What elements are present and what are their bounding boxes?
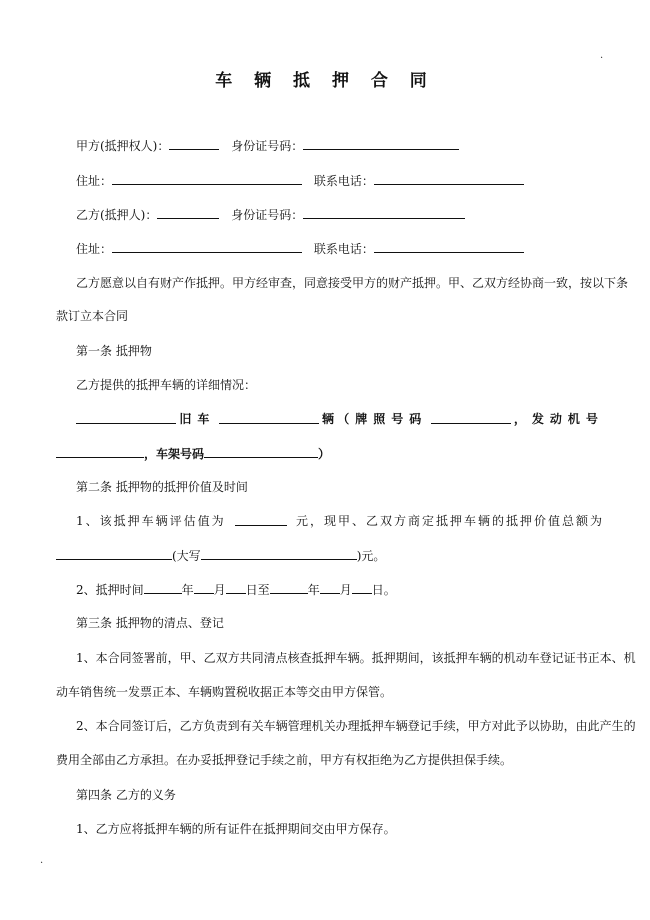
party-b-label: 乙方(抵押人)： (76, 208, 158, 222)
article-3-heading: 第三条 抵押物的清点、登记 (76, 616, 224, 630)
corner-mark-bottom: . (40, 855, 44, 866)
party-b-name-blank[interactable] (157, 207, 219, 219)
article-2-heading: 第二条 抵押物的抵押价值及时间 (76, 480, 248, 494)
end-year-blank[interactable] (270, 582, 308, 594)
party-a-phone-label: 联系电话： (313, 174, 374, 188)
party-b-id-label: 身份证号码： (231, 208, 304, 222)
close-paren: ） (318, 447, 331, 461)
vehicle-details-line (76, 412, 604, 426)
party-a-label: 甲方(抵押权人)： (76, 139, 170, 153)
engine-label: ，发动机号 (513, 412, 604, 426)
year-label-1: 年 (181, 583, 194, 597)
intro-line-1: 乙方愿意以自有财产作抵押。甲方经审查，同意接受甲方的财产抵押。甲、乙双方经协商一致，按以下条 (76, 276, 629, 290)
article-2-item-1-cont (56, 548, 385, 563)
valuation-label: 1、该抵押车辆评估值为 (76, 514, 226, 528)
plate-label: （牌照号码 (337, 412, 428, 426)
valuation-suffix: 元，现甲、乙双方商定抵押车辆的抵押价值总额为 (295, 514, 604, 528)
party-a-address-label: 住址： (76, 174, 113, 188)
party-a-address-line (76, 173, 524, 188)
end-month-blank[interactable] (320, 582, 340, 594)
total-value-blank[interactable] (56, 548, 172, 560)
start-month-blank[interactable] (194, 582, 214, 594)
party-a-id-label: 身份证号码： (231, 139, 304, 153)
party-b-address-line (76, 241, 524, 256)
article-2-item-1 (76, 514, 604, 528)
vehicle-count-blank[interactable] (219, 412, 319, 424)
frame-label: ，车架号码 (144, 447, 205, 461)
plate-blank[interactable] (431, 412, 511, 424)
yuan-suffix: )元。 (356, 549, 386, 563)
engine-number-blank[interactable] (56, 446, 144, 458)
document-title: 车 辆 抵 押 合 同 (215, 71, 435, 91)
party-a-address-blank[interactable] (112, 173, 302, 185)
month-label-2: 月 (339, 583, 352, 597)
party-a-phone-blank[interactable] (374, 173, 524, 185)
day-end-label: 日。 (371, 583, 396, 597)
start-day-blank[interactable] (226, 582, 246, 594)
party-b-id-blank[interactable] (303, 207, 465, 219)
start-year-blank[interactable] (144, 582, 182, 594)
article-3-p1-line-2: 动车销售统一发票正本、车辆购置税收据正本等交由甲方保管。 (56, 685, 393, 699)
unit-label: 辆 (321, 412, 334, 426)
article-3-p2-line-2: 费用全部由乙方承担。在办妥抵押登记手续之前，甲方有权拒绝为乙方提供担保手续。 (56, 753, 513, 767)
article-3-p2-line-1: 2、本合同签订后，乙方负责到有关车辆管理机关办理抵押车辆登记手续，甲方对此予以协助，由此产生的 (76, 719, 636, 733)
party-b-phone-label: 联系电话： (313, 242, 374, 256)
month-label-1: 月 (213, 583, 226, 597)
party-a-name-blank[interactable] (169, 138, 219, 150)
day-to-label: 日至 (245, 583, 270, 597)
party-b-line (76, 207, 465, 222)
end-day-blank[interactable] (352, 582, 372, 594)
vehicle-blank-1[interactable] (76, 412, 176, 424)
article-3-p1-line-1: 1、本合同签署前，甲、乙双方共同清点核查抵押车辆。抵押期间，该抵押车辆的机动车登记证书正本、机 (76, 651, 636, 665)
valuation-blank[interactable] (235, 514, 287, 526)
capital-label: (大写 (172, 549, 201, 563)
vehicle-frame-line (56, 446, 330, 461)
intro-line-2: 款订立本合同 (56, 309, 129, 323)
corner-mark-top: . (600, 50, 604, 61)
article-1-heading: 第一条 抵押物 (76, 344, 152, 358)
party-a-id-blank[interactable] (303, 138, 459, 150)
article-2-item-2 (76, 582, 396, 597)
article-4-heading: 第四条 乙方的义务 (76, 788, 176, 802)
party-b-address-blank[interactable] (112, 241, 302, 253)
capital-amount-blank[interactable] (201, 548, 357, 560)
pledge-time-label: 2、抵押时间 (76, 583, 144, 597)
year-label-2: 年 (307, 583, 320, 597)
party-a-line (76, 138, 459, 153)
party-b-address-label: 住址： (76, 242, 113, 256)
old-car-label: 旧车 (179, 412, 216, 426)
party-b-phone-blank[interactable] (374, 241, 524, 253)
article-4-p1: 1、乙方应将抵押车辆的所有证件在抵押期间交由甲方保存。 (76, 822, 396, 836)
frame-number-blank[interactable] (204, 446, 318, 458)
article-1-desc: 乙方提供的抵押车辆的详细情况： (76, 378, 257, 392)
